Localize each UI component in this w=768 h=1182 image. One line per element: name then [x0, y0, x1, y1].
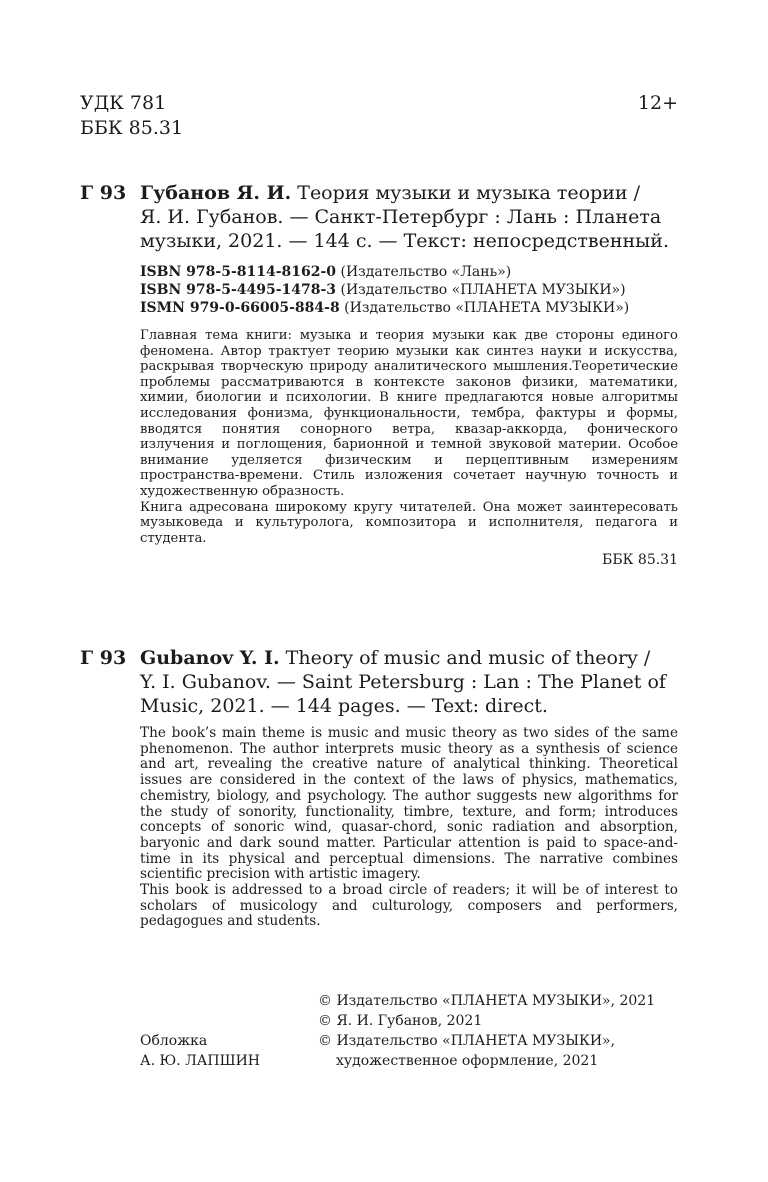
copyright-line: © Издательство «ПЛАНЕТА МУЗЫКИ», 2021 — [318, 993, 656, 1009]
en-entry-line3: Music, 2021. — 144 pages. — Text: direct. — [140, 695, 548, 717]
en-entry-author: Gubanov Y. I. — [140, 647, 280, 669]
age-rating: 12+ — [637, 92, 678, 114]
isbn-number: ISBN 978-5-4495-1478-3 — [140, 282, 337, 298]
en-entry-title: Theory of music and music of theory / — [285, 647, 651, 669]
ru-entry-line1 — [140, 181, 680, 205]
ru-entry-title: Теория музыки и музыка теории / — [297, 182, 641, 204]
ru-entry-author: Губанов Я. И. — [140, 182, 292, 204]
en-annotation — [140, 726, 678, 930]
ru-isbn-line — [140, 264, 511, 281]
ru-bbk-repeat: ББК 85.31 — [602, 552, 678, 568]
isbn-number: ISMN 979-0-66005-884-8 — [140, 300, 340, 316]
bbk-code: ББК 85.31 — [80, 117, 184, 139]
ru-annotation-paragraph: Главная тема книги: музыка и теория музыки как две стороны единого феномена. Автор трактует теорию музыки как синтез науки и искусства, раскрывая творческую природу аналитического мышления.Теоретические проблемы рассматриваются в контексте законов физики, математики, химии, биологии и психологии. В книге предлагаются новые алгоритмы исследования фонизма, функциональности, тембра, фактуры и формы, вводятся понятия сонорного ветра, квазар-аккорда, фонического излучения и поглощения, барионной и темной звуковой материи. Особое внимание уделяется физическим и перцептивным измерениям пространства-времени. Стиль изложения сочетает научную точность и художественную образность. — [140, 328, 678, 499]
ru-entry-code: Г 93 — [80, 182, 127, 204]
ru-isbn-line — [140, 300, 629, 317]
ru-isbn-line — [140, 282, 626, 299]
copyright-continuation: художественное оформление, 2021 — [336, 1053, 599, 1069]
ru-annotation-paragraph: Книга адресована широкому кругу читателей. Она может заинтересовать музыковеда и культуролога, композитора и исполнителя, педагога и студента. — [140, 499, 678, 546]
en-entry-line2: Y. I. Gubanov. — Saint Petersburg : Lan : The Planet of — [140, 671, 666, 693]
cover-artist: А. Ю. ЛАПШИН — [140, 1053, 260, 1069]
copyright-line: © Я. И. Губанов, 2021 — [318, 1013, 483, 1029]
en-entry-code: Г 93 — [80, 647, 127, 669]
isbn-publisher: (Издательство «ПЛАНЕТА МУЗЫКИ») — [340, 282, 626, 298]
cover-label: Обложка — [140, 1033, 208, 1049]
en-annotation-paragraph: This book is addressed to a broad circle of readers; it will be of interest to scholars of musicology and culturology, composers and performers, pedagogues and students. — [140, 882, 678, 930]
en-entry-line1 — [140, 646, 650, 670]
isbn-publisher: (Издательство «ПЛАНЕТА МУЗЫКИ») — [344, 300, 630, 316]
en-annotation-paragraph: The book’s main theme is music and music theory as two sides of the same phenomenon. The author interprets music theory as a synthesis of science and art, revealing the creative nature of analytical thinking. Theoretical issues are considered in the context of the laws of physics, mathematics, chemistry, biology, and psychology. The author suggests new algorithms for the study of sonority, functionality, timbre, texture, and form; introduces concepts of sonoric wind, quasar-chord, sonic radiation and absorption, baryonic and dark sound matter. Particular attention is paid to space-and-time in its physical and perceptual dimensions. The narrative combines scientific precision with artistic imagery. — [140, 725, 678, 883]
isbn-number: ISBN 978-5-8114-8162-0 — [140, 264, 337, 280]
udk-code: УДК 781 — [80, 92, 167, 114]
ru-entry-line3: музыки, 2021. — 144 с. — Текст: непосредственный. — [140, 230, 669, 252]
ru-entry-line2: Я. И. Губанов. — Санкт-Петербург : Лань : Планета — [140, 206, 662, 228]
copyright-line: © Издательство «ПЛАНЕТА МУЗЫКИ», — [318, 1033, 616, 1049]
ru-annotation — [140, 328, 678, 546]
isbn-publisher: (Издательство «Лань») — [340, 264, 512, 280]
